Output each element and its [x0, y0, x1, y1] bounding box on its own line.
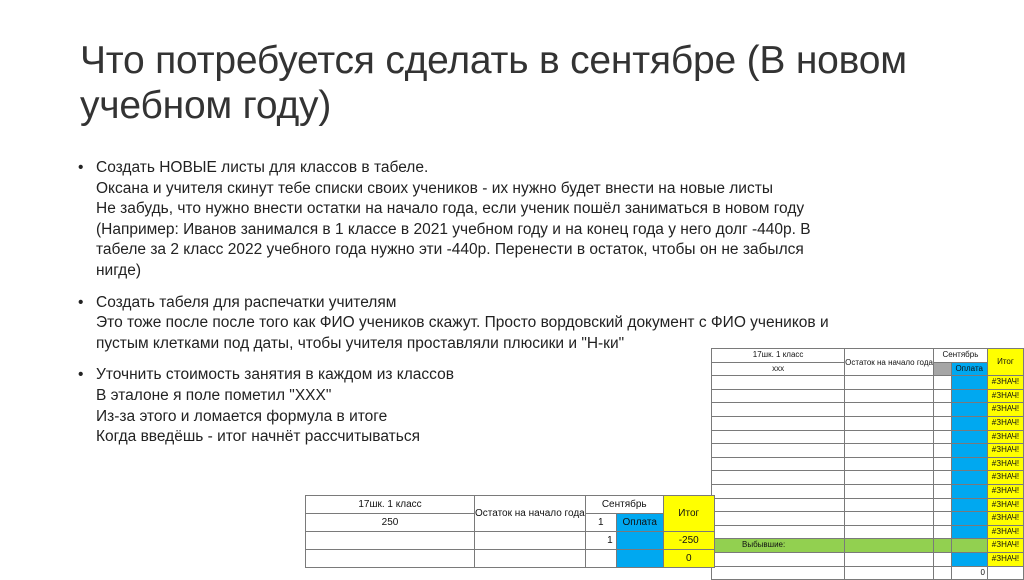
bullet-item — [78, 293, 978, 355]
bullet-line: пустым клетками под даты, чтобы учителя проставляли плюсики и "Н-ки" — [96, 334, 625, 352]
bullet-line: Уточнить стоимость занятия в каждом из классов — [96, 366, 454, 384]
table-row — [712, 403, 1024, 417]
total-header-cell: Итог — [987, 349, 1023, 376]
table-cell — [712, 376, 845, 390]
table-cell — [933, 416, 951, 430]
table-cell — [845, 403, 934, 417]
day-cell — [933, 362, 951, 376]
table-cell — [712, 389, 845, 403]
table-cell — [933, 566, 951, 580]
bullet-line: табеле за 2 класс 2022 учебного года нужно эти -440р. Перенести в остаток, чтобы он не забылся — [96, 241, 804, 259]
total-error-cell: #ЗНАЧ! — [987, 416, 1023, 430]
total-error-cell: #ЗНАЧ! — [987, 430, 1023, 444]
total-header-cell: Итог — [663, 496, 714, 532]
payment-cell — [616, 550, 663, 568]
total-zero-cell: 0 — [951, 566, 987, 580]
table-row — [712, 389, 1024, 403]
total-error-cell: #ЗНАЧ! — [987, 552, 1023, 566]
payment-header-cell: Оплата — [951, 362, 987, 376]
bullet-marker: • — [78, 159, 84, 176]
table-cell — [933, 430, 951, 444]
total-error-cell: #ЗНАЧ! — [987, 457, 1023, 471]
payment-cell — [951, 484, 987, 498]
payment-cell — [951, 457, 987, 471]
table-cell — [712, 484, 845, 498]
table-cell — [933, 444, 951, 458]
total-cell: -250 — [663, 532, 714, 550]
table-cell — [845, 484, 934, 498]
bullet-line: В эталоне я поле пометил "ХХХ" — [96, 386, 332, 404]
bullet-line: Оксана и учителя скинут тебе списки своих учеников - их нужно будет внести на новые листы — [96, 179, 773, 197]
payment-cell — [951, 389, 987, 403]
table-row — [712, 512, 1024, 526]
table-cell — [845, 512, 934, 526]
day-cell: 1 — [585, 514, 616, 532]
table-cell — [845, 457, 934, 471]
payment-cell — [951, 525, 987, 539]
payment-cell — [951, 552, 987, 566]
table-cell — [933, 512, 951, 526]
table-row — [712, 376, 1024, 390]
bullet-line: Когда введёшь - итог начнёт рассчитываться — [96, 428, 420, 446]
dropped-fill-cell — [933, 539, 951, 553]
table-row — [712, 498, 1024, 512]
spreadsheet-template-table — [711, 348, 1024, 580]
bullet-line: (Например: Иванов занимался в 1 классе в 2021 учебном году и на конец года у него долг -440р. В — [96, 220, 811, 238]
balance-header-cell: Остаток на начало года — [845, 349, 934, 376]
table-cell — [933, 552, 951, 566]
table-cell — [712, 471, 845, 485]
payment-cell — [951, 471, 987, 485]
table-cell — [845, 430, 934, 444]
table-cell — [712, 457, 845, 471]
spreadsheet-example-table — [305, 495, 715, 568]
table-row — [712, 525, 1024, 539]
table-cell — [712, 444, 845, 458]
payment-cell — [951, 430, 987, 444]
bullet-marker: • — [78, 293, 84, 311]
table-cell — [933, 471, 951, 485]
table-cell — [475, 550, 586, 568]
bullet-item — [78, 158, 978, 282]
bullet-line: Это тоже после после того как ФИО учеников скажут. Просто вордовский документ с ФИО учеников и — [96, 314, 829, 332]
table-cell — [933, 389, 951, 403]
table-cell — [933, 525, 951, 539]
total-error-cell: #ЗНАЧ! — [987, 471, 1023, 485]
slide-title: Что потребуется сделать в сентябре (В новом учебном году) — [80, 39, 907, 127]
table-cell — [306, 532, 475, 550]
table-cell — [933, 376, 951, 390]
dropped-fill-cell — [845, 539, 934, 553]
payment-cell — [951, 376, 987, 390]
bullet-line: Создать НОВЫЕ листы для классов в табеле. — [96, 159, 429, 176]
table-cell — [712, 416, 845, 430]
total-error-cell: #ЗНАЧ! — [987, 444, 1023, 458]
table-cell — [712, 552, 845, 566]
table-cell — [933, 457, 951, 471]
balance-header-cell: Остаток на начало года — [475, 496, 586, 532]
class-label-cell: 17шк. 1 класс — [712, 349, 845, 363]
bullet-marker: • — [78, 366, 84, 384]
total-error-cell: #ЗНАЧ! — [987, 389, 1023, 403]
table-cell — [475, 532, 586, 550]
month-header-cell: Сентябрь — [933, 349, 987, 363]
table-row — [712, 457, 1024, 471]
table-cell — [712, 525, 845, 539]
total-error-cell: #ЗНАЧ! — [987, 403, 1023, 417]
table-cell — [845, 566, 934, 580]
dropped-label-cell: Выбывшие: — [712, 539, 845, 553]
table-cell — [845, 376, 934, 390]
bullet-line: нигде) — [96, 261, 142, 279]
price-cell: 250 — [306, 514, 475, 532]
payment-cell — [951, 403, 987, 417]
day-value-cell: 1 — [585, 532, 616, 550]
dropped-fill-cell — [951, 539, 987, 553]
bullet-line: Создать табеля для распечатки учителям — [96, 293, 397, 311]
table-cell — [712, 403, 845, 417]
total-error-cell: #ЗНАЧ! — [987, 484, 1023, 498]
table-cell — [933, 484, 951, 498]
bullet-line: Не забудь, что нужно внести остатки на начало года, если ученик пошёл заниматься в новом году — [96, 200, 805, 218]
bullet-line: Из-за этого и ломается формула в итоге — [96, 407, 388, 425]
table-cell — [845, 416, 934, 430]
table-row — [712, 416, 1024, 430]
table-row — [712, 471, 1024, 485]
total-cell: 0 — [663, 550, 714, 568]
total-error-cell: #ЗНАЧ! — [987, 512, 1023, 526]
total-error-cell: #ЗНАЧ! — [987, 525, 1023, 539]
table-cell — [845, 552, 934, 566]
table-cell — [712, 498, 845, 512]
table-cell — [987, 566, 1023, 580]
table-cell — [845, 444, 934, 458]
table-row — [712, 430, 1024, 444]
table-cell — [712, 566, 845, 580]
table-cell — [845, 525, 934, 539]
table-row — [712, 484, 1024, 498]
table-cell — [585, 550, 616, 568]
payment-cell — [951, 444, 987, 458]
payment-cell — [951, 512, 987, 526]
table-cell — [845, 498, 934, 512]
table-cell — [933, 498, 951, 512]
table-cell — [712, 430, 845, 444]
table-row — [712, 444, 1024, 458]
table-cell — [933, 403, 951, 417]
payment-cell — [951, 498, 987, 512]
table-cell — [845, 471, 934, 485]
total-error-cell: #ЗНАЧ! — [987, 376, 1023, 390]
class-label-cell: 17шк. 1 класс — [306, 496, 475, 514]
total-error-cell: #ЗНАЧ! — [987, 539, 1023, 553]
payment-cell — [616, 532, 663, 550]
price-cell: xxx — [712, 362, 845, 376]
total-error-cell: #ЗНАЧ! — [987, 498, 1023, 512]
table-cell — [845, 389, 934, 403]
payment-header-cell: Оплата — [616, 514, 663, 532]
table-cell — [712, 512, 845, 526]
payment-cell — [951, 416, 987, 430]
month-header-cell: Сентябрь — [585, 496, 663, 514]
table-cell — [306, 550, 475, 568]
